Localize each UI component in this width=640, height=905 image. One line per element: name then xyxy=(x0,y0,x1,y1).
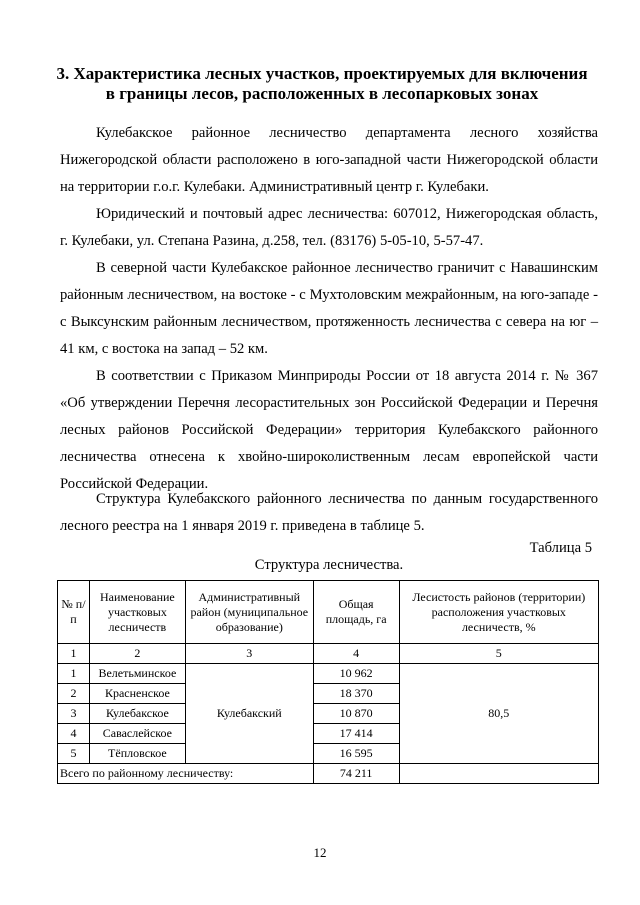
row-area: 18 370 xyxy=(313,684,399,704)
header-num: № п/п xyxy=(58,581,90,644)
row-num: 5 xyxy=(58,744,90,764)
table-row xyxy=(58,664,599,684)
row-name: Красненское xyxy=(89,684,185,704)
column-number-row xyxy=(58,644,599,664)
table-total-row xyxy=(58,764,599,784)
header-area: Общая площадь, га xyxy=(313,581,399,644)
row-name: Кулебакское xyxy=(89,704,185,724)
table-caption: Структура лесничества. xyxy=(254,557,404,573)
col-number: 4 xyxy=(313,644,399,664)
row-num: 2 xyxy=(58,684,90,704)
total-area: 74 211 xyxy=(313,764,399,784)
total-empty xyxy=(399,764,598,784)
row-num: 3 xyxy=(58,704,90,724)
row-area: 10 962 xyxy=(313,664,399,684)
structure-table xyxy=(57,580,599,784)
col-number: 2 xyxy=(89,644,185,664)
col-number: 1 xyxy=(58,644,90,664)
heading-line-1: 3. Характеристика лесных участков, проектируемых для включения xyxy=(56,64,588,83)
col-number: 5 xyxy=(399,644,598,664)
row-num: 1 xyxy=(58,664,90,684)
row-name: Тёпловское xyxy=(89,744,185,764)
page-number: 12 xyxy=(313,845,327,860)
header-admin: Административный район (муниципальное образование) xyxy=(185,581,313,644)
section-heading xyxy=(52,64,592,104)
table-label: Таблица 5 xyxy=(529,540,592,556)
header-forest: Лесистость районов (территории) расположения участковых лесничеств, % xyxy=(399,581,598,644)
paragraph-5: Структура Кулебакского районного лесничества по данным государственного лесного реестра на 1 января 2019 г. приведена в таблице 5. xyxy=(60,491,598,534)
admin-district-cell: Кулебакский xyxy=(185,664,313,764)
row-area: 16 595 xyxy=(313,744,399,764)
paragraph-1: Кулебакское районное лесничество департамента лесного хозяйства Нижегородской области расположено в юго-западной части Нижегородской области на территории г.о.г. Кулебаки. Административный центр г. Кулебаки. xyxy=(60,125,598,195)
col-number: 3 xyxy=(185,644,313,664)
row-num: 4 xyxy=(58,724,90,744)
paragraph-4: В соответствии с Приказом Минприроды России от 18 августа 2014 г. № 367 «Об утверждении Перечня лесорастительных зон Российской Федерации и Перечня лесных районов Российской Федерации» территория Кулебакского районного лесничества отнесена к хвойно-широколиственным лесам европейской части Российской Федерации. xyxy=(60,368,598,492)
heading-line-2: в границы лесов, расположенных в лесопарковых зонах xyxy=(105,84,539,103)
paragraph-3: В северной части Кулебакское районное лесничество граничит с Навашинским районным лесничеством, на востоке - с Мухтоловским межрайонным, на юго-западе - с Выксунским районным лесничеством, протяженность лесничества с севера на юг – 41 км, с востока на запад – 52 км. xyxy=(60,260,598,357)
row-area: 17 414 xyxy=(313,724,399,744)
header-name: Наименование участковых лесничеств xyxy=(89,581,185,644)
row-name: Велетьминское xyxy=(89,664,185,684)
total-label: Всего по районному лесничеству: xyxy=(58,764,314,784)
paragraph-2: Юридический и почтовый адрес лесничества: 607012, Нижегородская область, г. Кулебаки, ул. Степана Разина, д.258, тел. (83176) 5-05-10, 5-57-47. xyxy=(60,206,598,249)
row-name: Саваслейское xyxy=(89,724,185,744)
row-area: 10 870 xyxy=(313,704,399,724)
forest-cover-cell: 80,5 xyxy=(399,664,598,764)
table-header-row xyxy=(58,581,599,644)
